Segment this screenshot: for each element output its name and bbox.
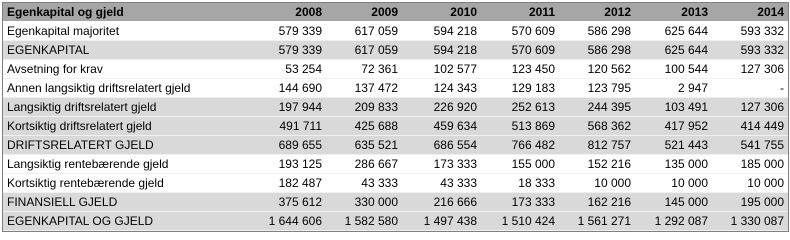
table-row [3,60,788,79]
value-cell: 579 339 [248,22,326,41]
value-cell: 491 711 [248,117,326,136]
value-cell: 135 000 [635,155,712,174]
value-cell: 244 395 [559,98,635,117]
value-cell: 425 688 [326,117,402,136]
value-cell: 193 125 [248,155,326,174]
year-header: 2012 [559,3,635,22]
value-cell: 617 059 [326,22,402,41]
value-cell: 123 450 [481,60,559,79]
value-cell: 579 339 [248,41,326,60]
value-cell: 1 561 271 [559,212,635,231]
balance-sheet-panel [2,2,789,232]
value-cell: 541 755 [712,136,788,155]
table-row [3,155,788,174]
value-cell: 417 952 [635,117,712,136]
value-cell: - [712,79,788,98]
value-cell: 459 634 [402,117,481,136]
value-cell: 812 757 [559,136,635,155]
value-cell: 414 449 [712,117,788,136]
table-row [3,174,788,193]
row-label: EGENKAPITAL [3,41,248,60]
table-row [3,193,788,212]
value-cell: 127 306 [712,60,788,79]
table-row [3,212,788,231]
value-cell: 127 306 [712,98,788,117]
value-cell: 120 562 [559,60,635,79]
year-header: 2014 [712,3,788,22]
table-row [3,22,788,41]
value-cell: 625 644 [635,22,712,41]
value-cell: 129 183 [481,79,559,98]
row-label: Avsetning for krav [3,60,248,79]
value-cell: 1 292 087 [635,212,712,231]
value-cell: 103 491 [635,98,712,117]
value-cell: 766 482 [481,136,559,155]
value-cell: 594 218 [402,41,481,60]
value-cell: 197 944 [248,98,326,117]
value-cell: 330 000 [326,193,402,212]
value-cell: 625 644 [635,41,712,60]
equity-and-debt-table [3,3,788,231]
value-cell: 144 690 [248,79,326,98]
header-label: Egenkapital og gjeld [3,3,248,22]
row-label: Egenkapital majoritet [3,22,248,41]
row-label: Langsiktig driftsrelatert gjeld [3,98,248,117]
value-cell: 10 000 [712,174,788,193]
value-cell: 72 361 [326,60,402,79]
value-cell: 155 000 [481,155,559,174]
row-label: Annen langsiktig driftsrelatert gjeld [3,79,248,98]
value-cell: 173 333 [481,193,559,212]
value-cell: 43 333 [326,174,402,193]
row-label: FINANSIELL GJELD [3,193,248,212]
value-cell: 137 472 [326,79,402,98]
value-cell: 286 667 [326,155,402,174]
value-cell: 568 362 [559,117,635,136]
value-cell: 513 869 [481,117,559,136]
value-cell: 1 510 424 [481,212,559,231]
value-cell: 586 298 [559,41,635,60]
value-cell: 586 298 [559,22,635,41]
value-cell: 10 000 [559,174,635,193]
value-cell: 195 000 [712,193,788,212]
value-cell: 216 666 [402,193,481,212]
year-header: 2009 [326,3,402,22]
value-cell: 43 333 [402,174,481,193]
year-header: 2010 [402,3,481,22]
value-cell: 689 655 [248,136,326,155]
row-label: Kortsiktig driftsrelatert gjeld [3,117,248,136]
table-row [3,136,788,155]
value-cell: 252 613 [481,98,559,117]
value-cell: 124 343 [402,79,481,98]
table-header-row [3,3,788,22]
value-cell: 173 333 [402,155,481,174]
value-cell: 570 609 [481,41,559,60]
value-cell: 1 582 580 [326,212,402,231]
table-body [3,22,788,231]
table-row [3,98,788,117]
value-cell: 18 333 [481,174,559,193]
value-cell: 182 487 [248,174,326,193]
value-cell: 1 497 438 [402,212,481,231]
value-cell: 226 920 [402,98,481,117]
table-row [3,117,788,136]
value-cell: 100 544 [635,60,712,79]
value-cell: 635 521 [326,136,402,155]
value-cell: 570 609 [481,22,559,41]
value-cell: 594 218 [402,22,481,41]
value-cell: 686 554 [402,136,481,155]
value-cell: 375 612 [248,193,326,212]
value-cell: 145 000 [635,193,712,212]
value-cell: 53 254 [248,60,326,79]
row-label: Kortsiktig rentebærende gjeld [3,174,248,193]
row-label: EGENKAPITAL OG GJELD [3,212,248,231]
value-cell: 521 443 [635,136,712,155]
value-cell: 2 947 [635,79,712,98]
value-cell: 152 216 [559,155,635,174]
value-cell: 1 330 087 [712,212,788,231]
value-cell: 593 332 [712,41,788,60]
value-cell: 10 000 [635,174,712,193]
value-cell: 102 577 [402,60,481,79]
year-header: 2013 [635,3,712,22]
value-cell: 593 332 [712,22,788,41]
value-cell: 617 059 [326,41,402,60]
value-cell: 185 000 [712,155,788,174]
year-header: 2008 [248,3,326,22]
value-cell: 1 644 606 [248,212,326,231]
row-label: Langsiktig rentebærende gjeld [3,155,248,174]
table-row [3,79,788,98]
value-cell: 209 833 [326,98,402,117]
value-cell: 123 795 [559,79,635,98]
year-header: 2011 [481,3,559,22]
value-cell: 162 216 [559,193,635,212]
table-row [3,41,788,60]
row-label: DRIFTSRELATERT GJELD [3,136,248,155]
